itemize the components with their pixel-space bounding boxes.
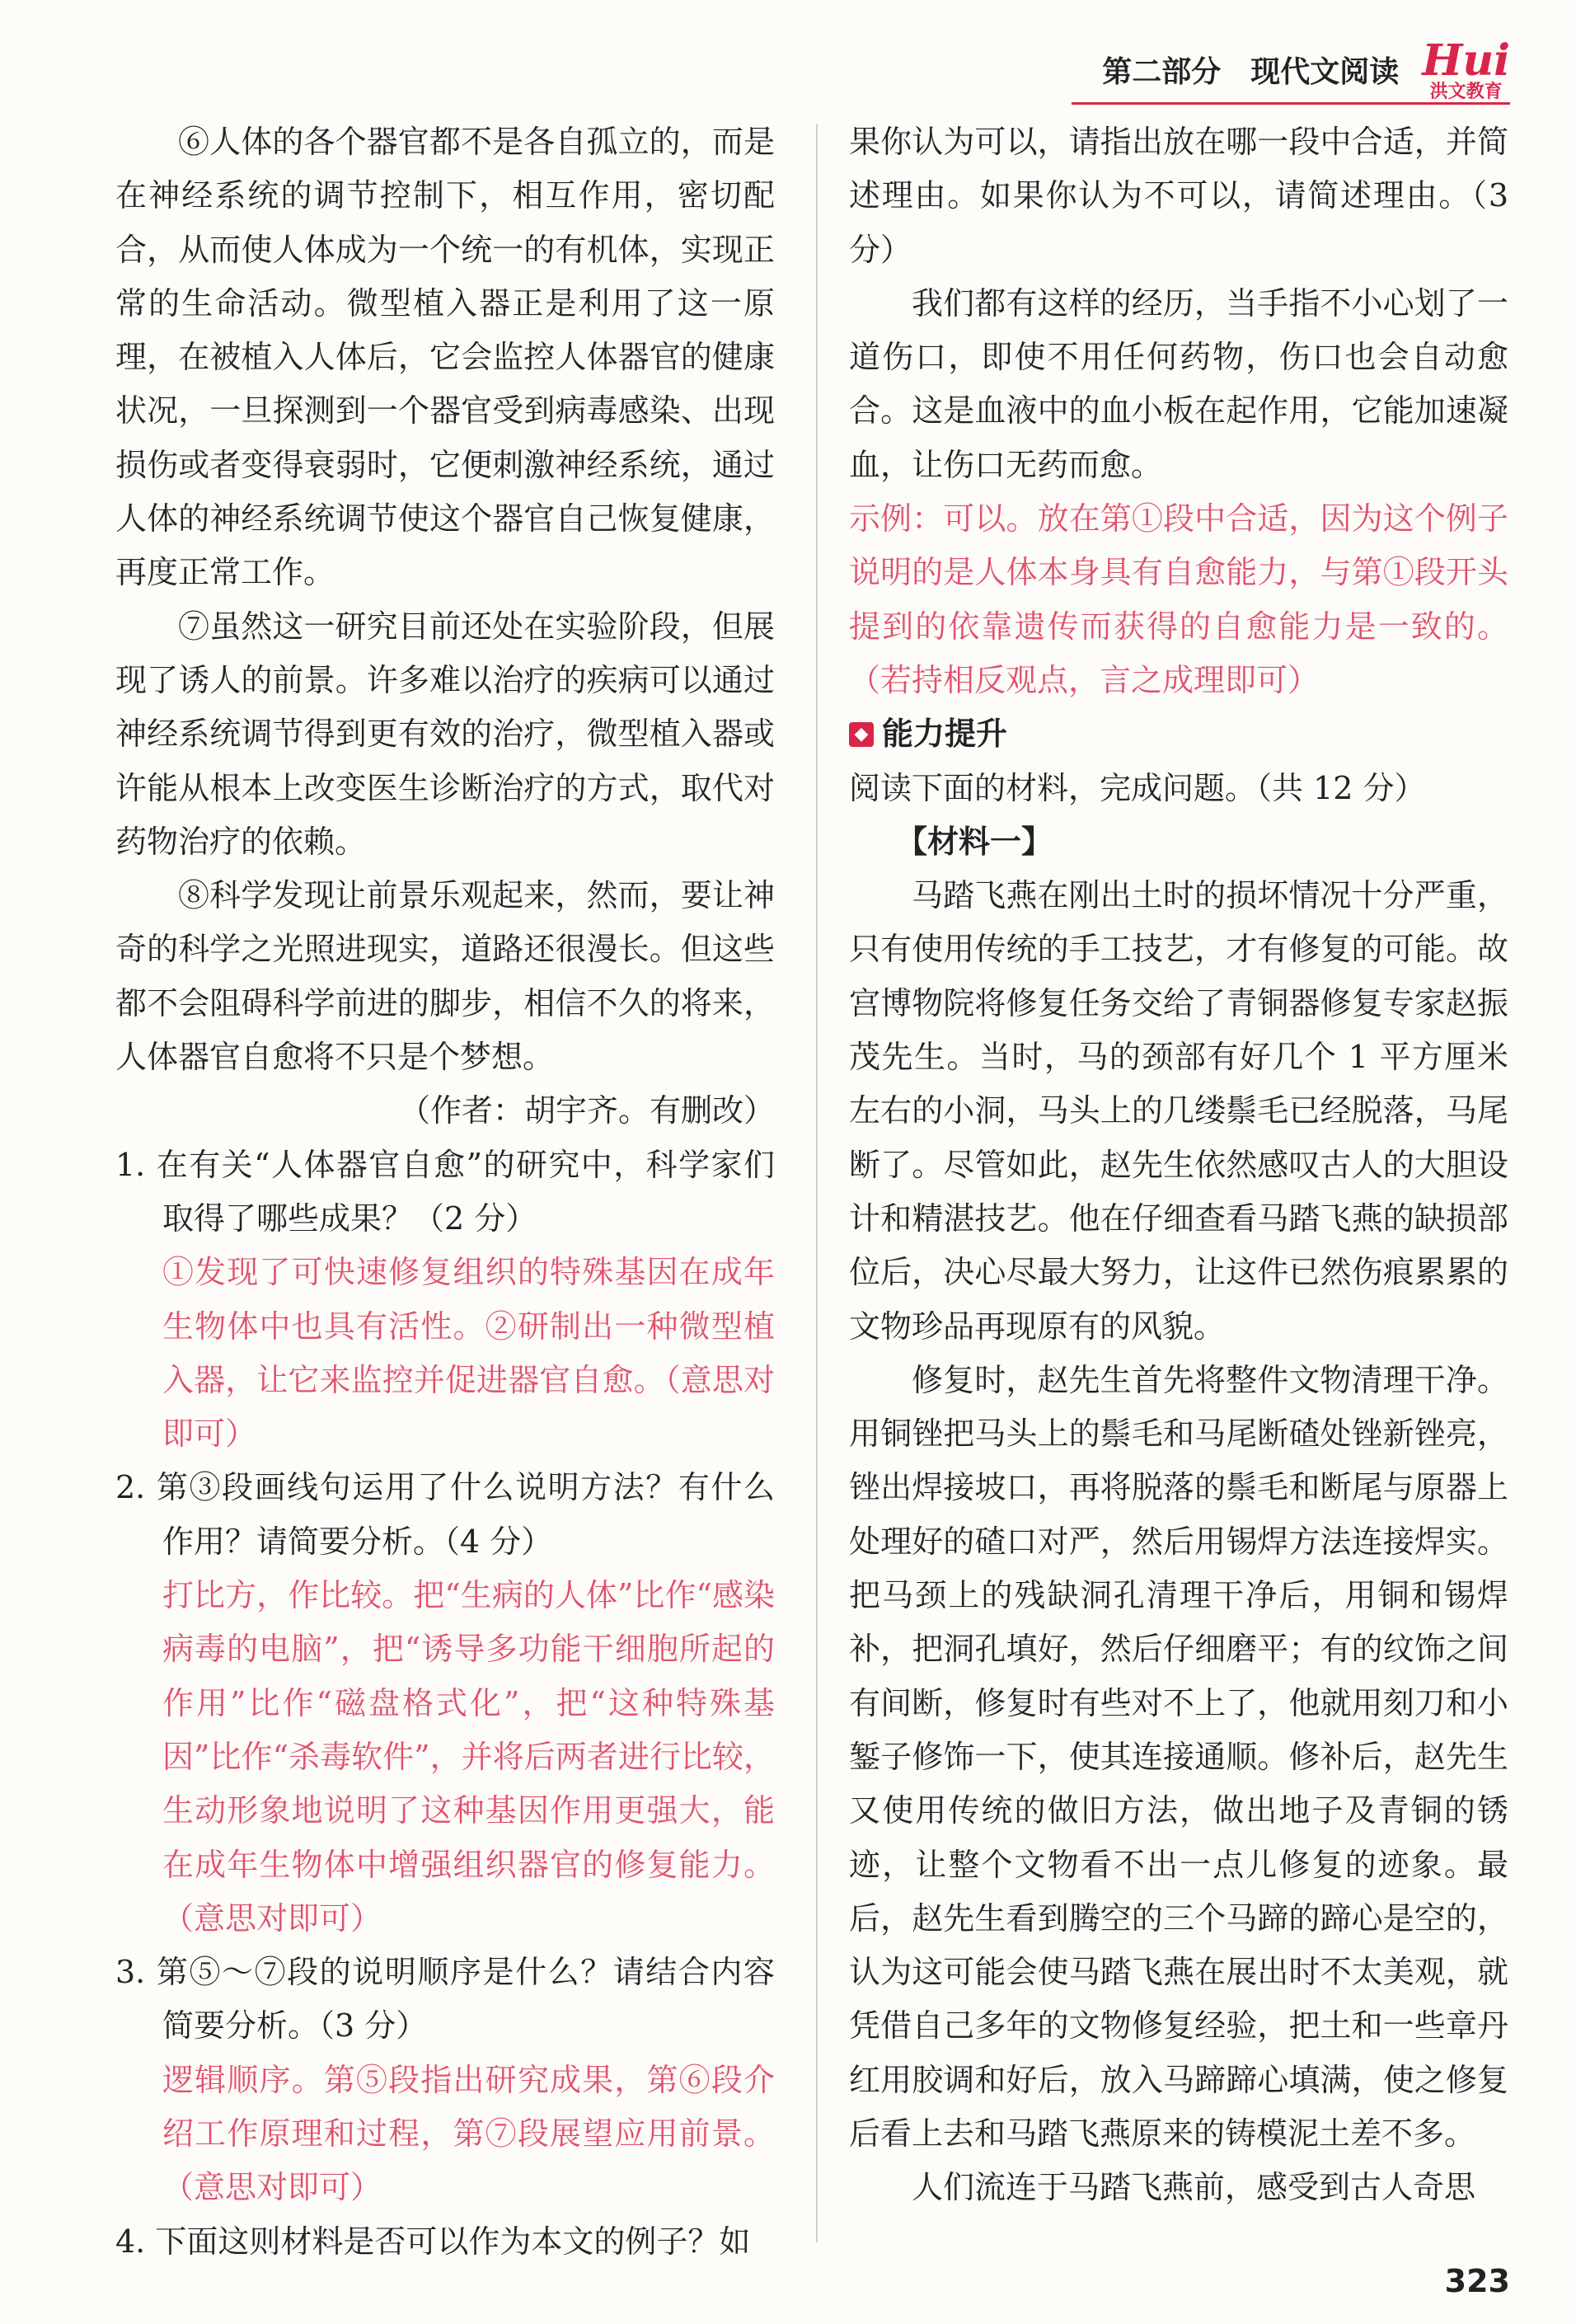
section-title-text: 能力提升 [882, 716, 1008, 753]
section-header: 第二部分 现代文阅读 [1102, 55, 1400, 89]
material-paragraph-3: 人们流连于马踏飞燕前，感受到古人奇思 [912, 2169, 1476, 2206]
column-divider [816, 124, 818, 2242]
question-4: 4. 下面这则材料是否可以作为本文的例子？如 [115, 2223, 751, 2260]
header-divider [1072, 102, 1510, 105]
right-column [849, 115, 1508, 2215]
instruction: 阅读下面的材料，完成问题。（共 12 分） [849, 769, 1426, 806]
paragraph-7: ⑦虽然这一研究目前还处在实验阶段，但展现了诱人的前景。许多难以治疗的疾病可以通过神经系统调节得到更有效的治疗，微型植入器或许能从根本上改变医生诊断治疗的方式，取代对药物治疗的依赖。 [115, 608, 775, 860]
example-material: 我们都有这样的经历，当手指不小心划了一道伤口，即使不用任何药物，伤口也会自动愈合。这是血液中的血小板在起作用，它能加速凝血，让伤口无药而愈。 [849, 284, 1508, 483]
answer-3: 逻辑顺序。第⑤段指出研究成果，第⑥段介绍工作原理和过程，第⑦段展望应用前景。（意思对即可） [162, 2061, 775, 2206]
author-note: （作者：胡宇齐。有删改） [398, 1092, 775, 1129]
page-number: 323 [1444, 2263, 1510, 2299]
paragraph-8: ⑧科学发现让前景乐观起来，然而，要让神奇的科学之光照进现实，道路还很漫长。但这些都不会阻碍科学前进的脚步，相信不久的将来，人体器官自愈将不只是个梦想。 [115, 877, 775, 1076]
answer-4: 示例：可以。放在第①段中合适，因为这个例子说明的是人体本身具有自愈能力，与第①段开头提到的依靠遗传而获得的自愈能力是一致的。（若持相反观点，言之成理即可） [849, 500, 1508, 698]
question-4-continued: 果你认为可以，请指出放在哪一段中合适，并简述理由。如果你认为不可以，请简述理由。（3 分） [849, 124, 1508, 268]
logo-mark: Hui [1422, 35, 1510, 86]
publisher-logo [1422, 35, 1510, 102]
section-icon: ◆ [849, 722, 874, 747]
section-title [849, 707, 1508, 761]
left-column [115, 115, 775, 2269]
paragraph-6: ⑥人体的各个器官都不是各自孤立的，而是在神经系统的调节控制下，相互作用，密切配合，从而使人体成为一个统一的有机体，实现正常的生命活动。微型植入器正是利用了这一原理，在被植入人体后，它会监控人体器官的健康状况，一旦探测到一个器官受到病毒感染、出现损伤或者变得衰弱时，它便刺激神经系统，通过人体的神经系统调节使这个器官自己恢复健康，再度正常工作。 [115, 124, 775, 591]
material-paragraph-1: 马踏飞燕在刚出土时的损坏情况十分严重，只有使用传统的手工技艺，才有修复的可能。故宫博物院将修复任务交给了青铜器修复专家赵振茂先生。当时，马的颈部有好几个 1 平方厘米左右的小洞，马头上的几缕鬃毛已经脱落，马尾断了。尽管如此，赵先生依然感叹古人的大胆设计和精湛技艺。他在仔细查看马踏飞燕的缺损部位后，决心尽最大努力，让这件已然伤痕累累的文物珍品再现原有的风貌。 [849, 877, 1508, 1345]
page-header [1102, 36, 1510, 102]
answer-1: ①发现了可快速修复组织的特殊基因在成年生物体中也具有活性。②研制出一种微型植入器，让它来监控并促进器官自愈。（意思对即可） [162, 1254, 775, 1453]
logo-subtitle: 洪文教育 [1429, 82, 1503, 102]
answer-2: 打比方，作比较。把“生病的人体”比作“感染病毒的电脑”，把“诱导多功能干细胞所起的作用”比作“磁盘格式化”，把“这种特殊基因”比作“杀毒软件”，并将后两者进行比较，生动形象地说明了这种基因作用更强大，能在成年生物体中增强组织器官的修复能力。（意思对即可） [162, 1577, 775, 1937]
question-2: 2. 第③段画线句运用了什么说明方法？有什么作用？请简要分析。（4 分） [115, 1469, 775, 1560]
question-1: 1. 在有关“人体器官自愈”的研究中，科学家们取得了哪些成果？（2 分） [115, 1146, 775, 1237]
question-3: 3. 第⑤～⑦段的说明顺序是什么？请结合内容简要分析。（3 分） [115, 1954, 775, 2045]
material-title: 【材料一】 [896, 823, 1053, 860]
material-paragraph-2: 修复时，赵先生首先将整件文物清理干净。用铜锉把马头上的鬃毛和马尾断碴处锉新锉亮，锉出焊接坡口，再将脱落的鬃毛和断尾与原器上处理好的碴口对严，然后用锡焊方法连接焊实。把马颈上的残缺洞孔清理干净后，用铜和锡焊补，把洞孔填好，然后仔细磨平；有的纹饰之间有间断，修复时有些对不上了，他就用刻刀和小錾子修饰一下，使其连接通顺。修补后，赵先生又使用传统的做旧方法，做出地子及青铜的锈迹，让整个文物看不出一点儿修复的迹象。最后，赵先生看到腾空的三个马蹄的蹄心是空的，认为这可能会使马踏飞燕在展出时不太美观，就凭借自己多年的文物修复经验，把土和一些章丹红用胶调和好后，放入马蹄蹄心填满，使之修复后看上去和马踏飞燕原来的铸模泥土差不多。 [849, 1361, 1508, 2152]
